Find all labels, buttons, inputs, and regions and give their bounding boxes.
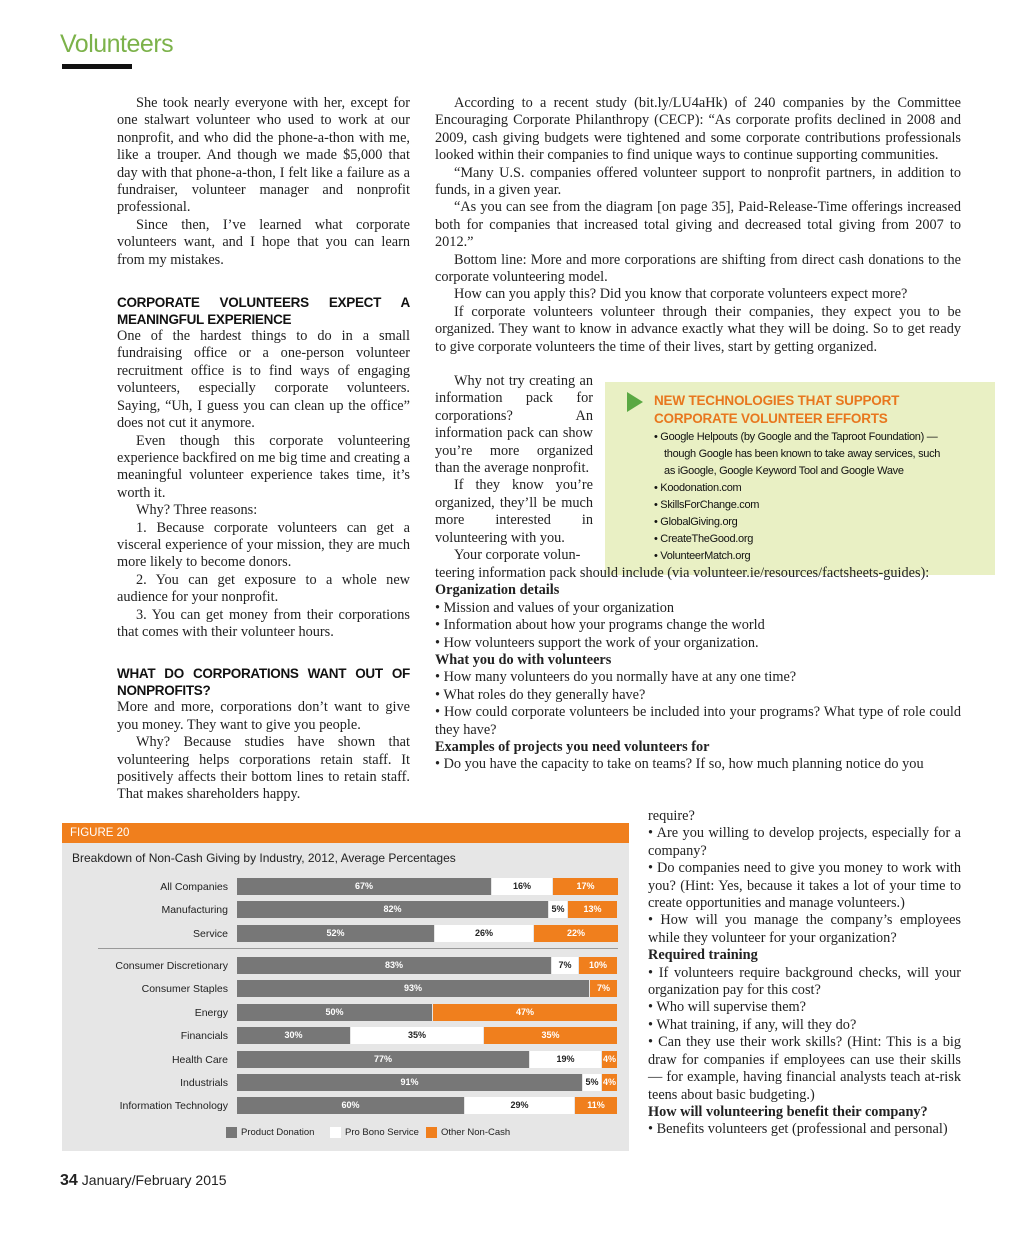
data-label: 82%: [383, 904, 402, 914]
title-rule: [62, 64, 132, 69]
data-label: 11%: [587, 1100, 605, 1110]
bar-segment: [568, 901, 617, 918]
paragraph: Since then, I’ve learned what corporate volunteers want, and I hope that you can learn from my mistakes.: [117, 216, 410, 268]
list-item: • What training, if any, will they do?: [648, 1016, 857, 1033]
sidebar-title-line: CORPORATE VOLUNTEER EFFORTS: [654, 411, 888, 426]
bar-segment: [237, 957, 552, 974]
data-label: 17%: [576, 881, 595, 891]
section-title: Volunteers: [60, 30, 174, 58]
sidebar-item: • CreateTheGood.org: [654, 533, 754, 545]
bar-segment: [237, 1074, 583, 1091]
data-label: 5%: [551, 904, 565, 914]
bar-segment: [237, 878, 492, 895]
data-label: 4%: [602, 1077, 616, 1087]
bar-segment: [237, 1051, 530, 1068]
paragraph: teering information pack should include (via volunteer.ie/resources/factsheets-guides):: [435, 565, 930, 581]
category-label: Energy: [194, 1007, 228, 1019]
list-heading: Required training: [648, 947, 758, 964]
bar-segment: [549, 901, 568, 918]
bar-segment: [492, 878, 553, 895]
list-heading: Organization details: [435, 582, 560, 599]
paragraph: Why? Because studies have shown that volunteering helps corporations retain staff. It positively affects their bottom lines to retain staff. That makes shareholders happy.: [117, 734, 410, 803]
list-item: • Can they use their work skills? (Hint: This is a big draw for companies if employees can use their skills — for example, having financial analysts teach at-risk teens about basic budgeting.): [648, 1034, 961, 1103]
bar-segment: [602, 1051, 617, 1068]
chart-group-divider: [98, 948, 618, 949]
legend-swatch: [226, 1127, 237, 1138]
bar-segment: [530, 1051, 602, 1068]
paragraph: How can you apply this? Did you know that corporate volunteers expect more?: [454, 286, 908, 303]
bar-segment: [237, 901, 549, 918]
sidebar-item-text: • Google Helpouts (by Google and the Taproot Foundation) —: [654, 431, 938, 443]
paragraph: Bottom line: More and more corporations are shifting from direct cash donations to the corporate volunteering model.: [435, 251, 961, 286]
paragraph: Why? Three reasons:: [136, 502, 258, 519]
sidebar-item: • Koodonation.com: [654, 482, 742, 494]
data-label: 91%: [400, 1077, 419, 1087]
subheading: CORPORATE VOLUNTEERS EXPECT A MEANINGFUL EXPERIENCE: [117, 295, 410, 328]
paragraph: “Many U.S. companies offered volunteer support to nonprofit partners, in addition to funds, in a given year.: [435, 164, 961, 199]
list-heading: Examples of projects you need volunteers for: [435, 739, 710, 756]
category-label: Health Care: [171, 1054, 228, 1066]
legend-label: Product Donation: [241, 1127, 315, 1138]
article-column-right: [435, 95, 961, 356]
paragraph: More and more, corporations don’t want to give you money. They want to give you people.: [117, 699, 410, 733]
sidebar-item: • VolunteerMatch.org: [654, 550, 751, 562]
bar-segment: [435, 925, 534, 942]
sidebar-title-line: NEW TECHNOLOGIES THAT SUPPORT: [654, 393, 900, 408]
paragraph: “As you can see from the diagram [on page 35], Paid-Release-Time offerings increased both for companies that increased total giving and decreased total giving from 2007 to 2012.”: [435, 199, 961, 251]
category-label: Manufacturing: [161, 904, 228, 916]
legend-swatch: [330, 1127, 341, 1138]
data-label: 5%: [585, 1077, 599, 1087]
list-item: • Benefits volunteers get (professional and personal): [648, 1121, 948, 1138]
list-item: • How volunteers support the work of your organization.: [435, 634, 759, 651]
list-item: • Information about how your programs change the world: [435, 617, 765, 634]
bar-segment: [237, 1004, 433, 1021]
page-number: 34: [60, 1172, 78, 1189]
legend-label: Pro Bono Service: [345, 1127, 419, 1138]
list-heading: What you do with volunteers: [435, 652, 612, 669]
data-label: 7%: [596, 983, 610, 993]
list-item-continued: require?: [648, 808, 695, 824]
paragraph: 2. You can get exposure to a whole new audience for your nonprofit.: [117, 571, 410, 606]
data-label: 35%: [407, 1030, 426, 1040]
bar-segment: [552, 957, 579, 974]
sidebar-item: • SkillsForChange.com: [654, 499, 760, 511]
data-label: 19%: [556, 1054, 575, 1064]
bar-segment: [237, 925, 435, 942]
data-label: 26%: [474, 928, 493, 938]
bar-segment: [237, 1097, 465, 1114]
list-heading: How will volunteering benefit their company?: [648, 1103, 928, 1120]
data-label: 10%: [588, 960, 607, 970]
data-label: 77%: [373, 1054, 392, 1064]
category-label: Financials: [180, 1030, 228, 1042]
category-label: All Companies: [160, 881, 228, 893]
article-column-right-bottom: [648, 808, 961, 1139]
bar-segment: [579, 957, 617, 974]
data-label: 93%: [403, 983, 422, 993]
data-label: 47%: [515, 1007, 534, 1017]
category-label: Information Technology: [119, 1100, 228, 1112]
bar-segment: [575, 1097, 617, 1114]
data-label: 35%: [541, 1030, 560, 1040]
paragraph: Your corporate volun-: [454, 547, 581, 564]
paragraph: One of the hardest things to do in a small fundraising office or a one-person volunteer recruitment office is to find ways of engaging volunteers, especially corporate volunteers. Saying, “Uh, I guess you can clean up the office” does not cut it anymore.: [117, 328, 410, 432]
bar-segment: [351, 1027, 484, 1044]
bar-segment: [484, 1027, 617, 1044]
data-label: 13%: [583, 904, 602, 914]
legend-label: Other Non-Cash: [441, 1127, 511, 1138]
bar-segment: [553, 878, 618, 895]
data-label: 60%: [341, 1100, 360, 1110]
data-label: 83%: [384, 960, 403, 970]
paragraph: 3. You can get money from their corporations that comes with their volunteer hours.: [117, 606, 410, 640]
sidebar-list: [654, 429, 984, 565]
list-item: • Do companies need to give you money to work with you? (Hint: Yes, because it takes a lot of your time to create opportunities and manage volunteers.): [648, 860, 961, 912]
article-column-right-lower: [435, 565, 961, 774]
list-item: • Who will supervise them?: [648, 999, 807, 1016]
bar-segment: [433, 1004, 617, 1021]
data-label: 52%: [326, 928, 345, 938]
page-footer: [60, 1172, 227, 1190]
category-label: Consumer Discretionary: [115, 960, 228, 972]
bar-segment: [237, 1027, 351, 1044]
figure-label-text: FIGURE 20: [70, 827, 130, 839]
bar-segment: [583, 1074, 602, 1091]
subheading: WHAT DO CORPORATIONS WANT OUT OF NONPROFITS?: [117, 666, 410, 699]
bar-segment: [465, 1097, 575, 1114]
sidebar-item-text: though Google has been known to take away services, such: [664, 448, 941, 460]
legend-swatch: [426, 1127, 437, 1138]
list-item: • What roles do they generally have?: [435, 686, 646, 703]
list-item: • Do you have the capacity to take on teams? If so, how much planning notice do you: [435, 756, 924, 773]
data-label: 50%: [325, 1007, 344, 1017]
sidebar-item-text: as iGoogle, Google Keyword Tool and Google Wave: [664, 465, 904, 477]
paragraph: According to a recent study (bit.ly/LU4aHk) of 240 companies by the Committee Encouraging Corporate Philanthropy (CECP): “As corporate profits declined in 2008 and 2009, cash giving budgets were tightened and some corporate contributions professionals looked within their companies to find unique ways to continue supporting communities.: [435, 95, 961, 164]
data-label: 29%: [510, 1100, 529, 1110]
paragraph: Even though this corporate volunteering experience backfired on me big time and creating a meaningful volunteer experience takes time, it’s worth it.: [117, 432, 410, 501]
data-label: 22%: [566, 928, 585, 938]
data-label: 30%: [284, 1030, 303, 1040]
play-arrow-icon: [627, 392, 643, 412]
list-item: • How will you manage the company’s employees while they volunteer for your organization?: [648, 912, 961, 946]
list-item: • How many volunteers do you normally have at any one time?: [435, 669, 797, 686]
paragraph: If corporate volunteers volunteer through their companies, they expect you to be organized. They want to know in advance exactly what they will be doing. So to get ready to give corporate volunteers the time of their lives, start by getting organized.: [435, 303, 961, 355]
article-column-left: [117, 95, 410, 804]
sidebar-title: [654, 392, 984, 428]
data-label: 16%: [512, 881, 531, 891]
paragraph: If they know you’re organized, they’ll be much more interested in volunteering with you.: [435, 477, 593, 546]
data-label: 4%: [602, 1054, 616, 1064]
bar-segment: [534, 925, 618, 942]
bar-segment: [237, 980, 590, 997]
category-label: Consumer Staples: [141, 983, 228, 995]
list-item: • If volunteers require background checks, will your organization pay for this cost?: [648, 964, 961, 999]
sidebar-item: • GlobalGiving.org: [654, 516, 738, 528]
list-item: • How could corporate volunteers be included into your programs? What type of role could they have?: [435, 704, 961, 738]
paragraph: She took nearly everyone with her, except for one stalwart volunteer who used to work at our nonprofit, and who did the phone-a-thon with me, like a trouper. And though we made $5,000 that day with that phone-a-thon, I felt like a failure as a fundraiser, volunteer manager and nonprofit professional.: [117, 95, 410, 216]
chart-title: Breakdown of Non-Cash Giving by Industry, 2012, Average Percentages: [72, 851, 456, 865]
article-column-right-narrow: [435, 373, 593, 564]
list-item: • Are you willing to develop projects, especially for a company?: [648, 825, 961, 859]
paragraph: Why not try creating an information pack for corporations? An information pack can show you’re more organized than the average nonprofit.: [435, 373, 593, 477]
issue-date: January/February 2015: [81, 1172, 227, 1188]
data-label: 7%: [558, 960, 572, 970]
category-label: Industrials: [180, 1077, 228, 1089]
data-label: 67%: [354, 881, 373, 891]
bar-segment: [602, 1074, 617, 1091]
figure-label: [62, 823, 629, 843]
list-item: • Mission and values of your organization: [435, 599, 675, 616]
bar-segment: [590, 980, 617, 997]
paragraph: 1. Because corporate volunteers can get a visceral experience of your mission, they are much more likely to become donors.: [117, 519, 410, 571]
category-label: Service: [192, 928, 228, 940]
sidebar-item: [654, 429, 984, 480]
